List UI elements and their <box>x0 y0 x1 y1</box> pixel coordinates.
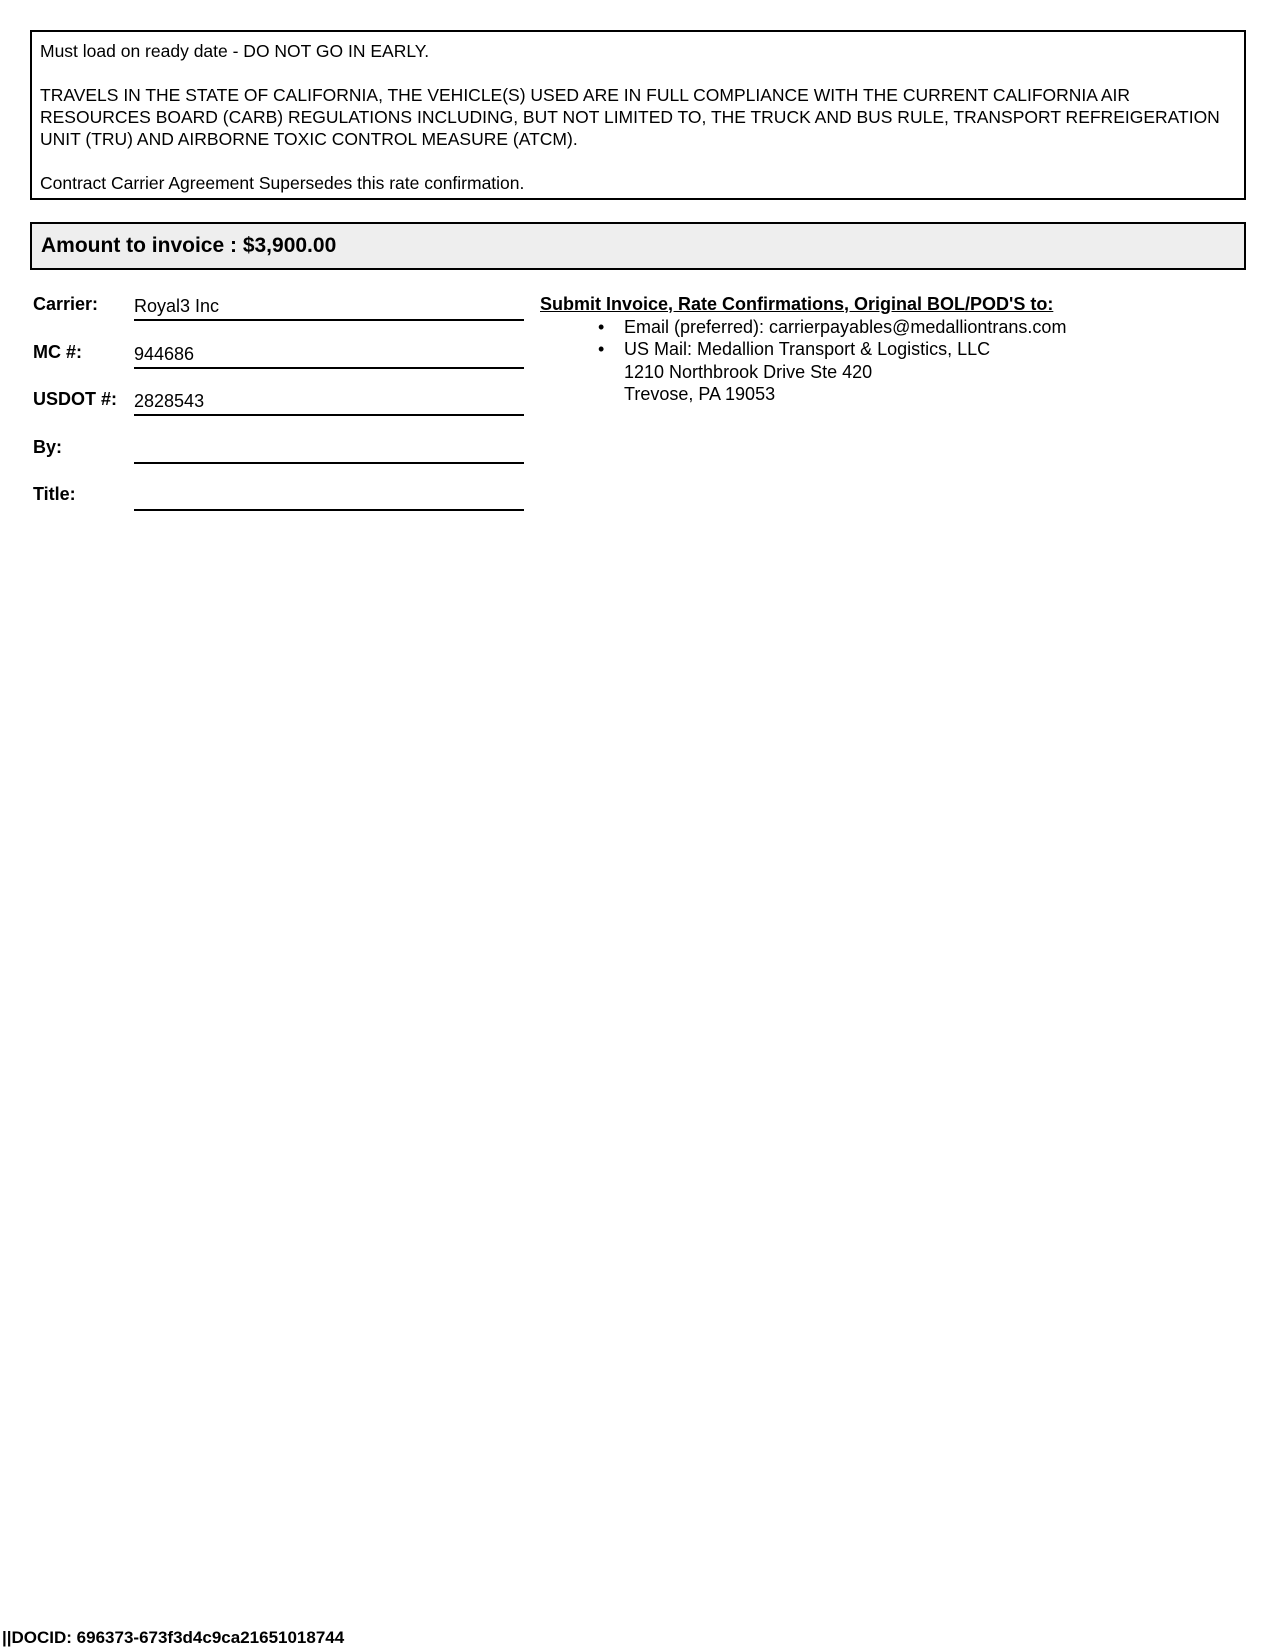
title-signature-line <box>134 485 524 511</box>
usdot-label: USDOT #: <box>33 389 118 409</box>
email-text: Email (preferred): carrierpayables@medalliontrans.com <box>624 316 1067 337</box>
by-label: By: <box>33 436 63 457</box>
special-instructions-box <box>30 30 1246 200</box>
submit-methods-list <box>540 316 1066 361</box>
by-signature-line <box>134 438 524 464</box>
usdot-field-row <box>33 385 533 433</box>
address-line-street: 1210 Northbrook Drive Ste 420 <box>624 361 873 382</box>
by-field-row <box>33 433 533 481</box>
carb-compliance-note: TRAVELS IN THE STATE OF CALIFORNIA, THE VEHICLE(S) USED ARE IN FULL COMPLIANCE WITH THE CURRENT CALIFORNIA AIR RESOURCES BOARD (CARB) REGULATIONS INCLUDING, BUT NOT LIMITED TO, THE TRUCK AND BUS RULE, TRANSPORT REFREIGERATION UNIT (TRU) AND AIRBORNE TOXIC CONTROL MEASURE (ATCM). <box>40 85 1220 149</box>
title-field-row <box>33 480 533 528</box>
ready-date-note: Must load on ready date - DO NOT GO IN EARLY. <box>40 41 430 61</box>
address-line-city: Trevose, PA 19053 <box>624 384 776 404</box>
carrier-label: Carrier: <box>33 294 99 314</box>
amount-to-invoice-box <box>30 222 1246 270</box>
bullet-icon: • <box>598 339 605 359</box>
submit-invoice-section <box>540 293 1066 406</box>
amount-to-invoice-text: Amount to invoice : $3,900.00 <box>41 234 337 257</box>
contract-agreement-note: Contract Carrier Agreement Supersedes this rate confirmation. <box>40 173 525 193</box>
bullet-icon: • <box>598 316 605 337</box>
mc-value: 944686 <box>134 343 524 369</box>
mail-list-item <box>540 338 1066 361</box>
document-id: ||DOCID: 696373-673f3d4c9ca21651018744 <box>2 1628 345 1647</box>
submit-invoice-heading: Submit Invoice, Rate Confirmations, Original BOL/POD'S to: <box>540 294 1054 314</box>
title-label: Title: <box>33 484 76 504</box>
carrier-info-section <box>33 290 533 528</box>
mail-text: US Mail: Medallion Transport & Logistics, LLC <box>624 339 991 359</box>
carrier-field-row <box>33 290 533 338</box>
email-list-item <box>540 316 1066 339</box>
mc-label: MC #: <box>33 341 82 362</box>
carrier-value: Royal3 Inc <box>134 295 524 321</box>
usdot-value: 2828543 <box>134 390 524 416</box>
mc-field-row <box>33 338 533 386</box>
